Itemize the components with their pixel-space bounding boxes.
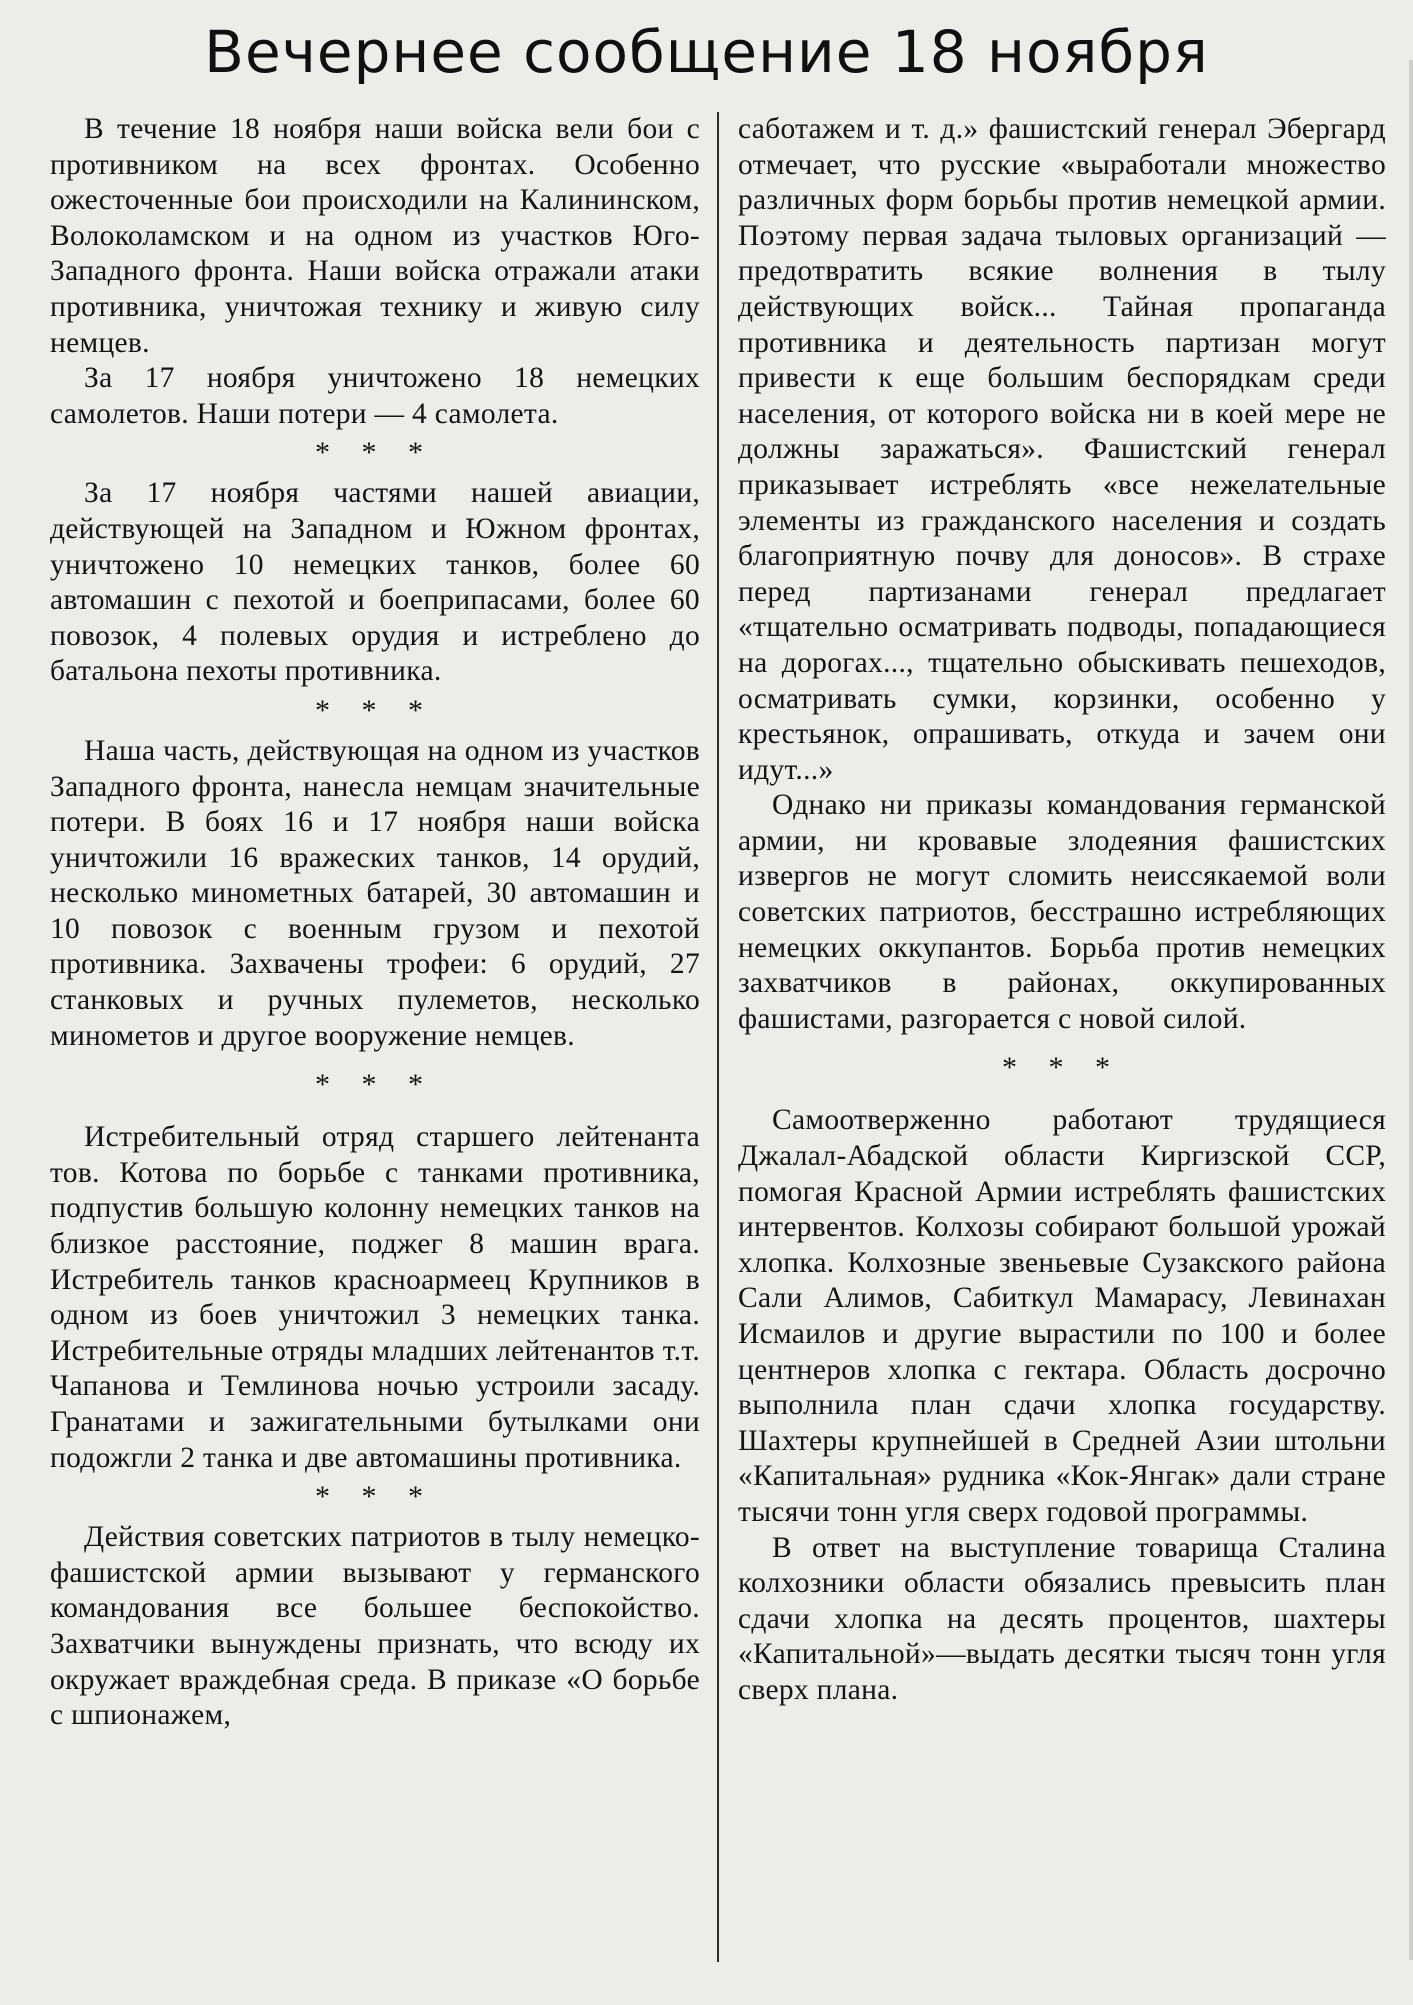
paragraph: В течение 18 ноября наши войска вели бои с противником на всех фронтах. Особенно ожесточенные бои происходили на Калининском, Волоколамском и на одном из участков Юго-Западного фронта. Наши войска отражали атаки противника, уничтожая технику и живую силу немцев. [50, 113, 700, 359]
paragraph: Самоотверженно работают трудящиеся Джалал-Абадской области Киргизской ССР, помогая Красной Армии истреблять фашистских интервентов. Колхозы собирают большой урожай хлопка. Колхозные звеньевые Сузакского района Сали Алимов, Сабиткул Мамарасу, Левинахан Исмаилов и другие вырастили по 100 и более центнеров хлопка с гектара. Область досрочно выполнила план сдачи хлопка государству. Шахтеры крупнейшей в Средней Азии штольни «Капитальная» рудника «Кок-Янгак» дали стране тысячи тонн угля сверх годовой программы. [738, 1104, 1386, 1528]
paragraph-continued: саботажем и т. д.» фашистский генерал Эбергард отмечает, что русские «выработали множество различных форм борьбы против немецкой армии. Поэтому первая задача тыловых организаций — предотвратить всякие волнения в тылу действующих войск... Тайная пропаганда противника и деятельность партизан могут привести к еще большим беспорядкам среди населения, от которого войска ни в коей мере не должны заражаться». Фашистский генерал приказывает истреблять «все нежелательные элементы из гражданского населения и создать благоприятную почву для доносов». В страхе перед партизанами генерал предлагает «тщательно осматривать подводы, попадающиеся на дорогах..., тщательно обыскивать пешеходов, осматривать сумки, корзинки, особенно у крестьянок, опрашивать, откуда и зачем они идут...» [738, 113, 1386, 786]
column-divider [717, 112, 719, 1962]
paragraph: Истребительный отряд старшего лейтенанта тов. Котова по борьбе с танками противника, подпустив большую колонну немецких танков на близкое расстояние, поджег 8 машин врага. Истребитель танков красноармеец Крупников в одном из боев уничтожил 3 немецких танка. Истребительные отряды младших лейтенантов т.т. Чапанова и Темлинова ночью устроили засаду. Гранатами и зажигательными бутылками они подожгли 2 танка и две автомашины противника. [50, 1121, 700, 1474]
paragraph: Наша часть, действующая на одном из участков Западного фронта, нанесла немцам значительные потери. В боях 16 и 17 ноября наши войска уничтожили 16 вражеских танков, 14 орудий, несколько минометных батарей, 30 автомашин и 10 повозок с военным грузом и пехотой противника. Захвачены трофеи: 6 орудий, 27 станковых и ручных пулеметов, несколько минометов и другое вооружение немцев. [50, 734, 700, 1052]
section-separator: * * * [315, 693, 435, 727]
paragraph: За 17 ноября уничтожено 18 немецких самолетов. Наши потери — 4 самолета. [50, 362, 700, 430]
paragraph: Однако ни приказы командования германской армии, ни кровавые злодеяния фашистских извергов не могут сломить неиссякаемой воли советских патриотов, бесстрашно истребляющих немецких оккупантов. Борьба против немецких захватчиков в районах, оккупированных фашистами, разгорается с новой силой. [738, 789, 1386, 1035]
section-separator: * * * [315, 436, 435, 470]
left-column [50, 112, 700, 1734]
paragraph: Действия советских патриотов в тылу немецко-фашистской армии вызывают у германского командования все большее беспокойство. Захватчики вынуждены признать, что всюду их окружает враждебная среда. В приказе «О борьбе с шпионажем, [50, 1521, 700, 1732]
paragraph: За 17 ноября частями нашей авиации, действующей на Западном и Южном фронтах, уничтожено 10 немецких танков, более 60 автомашин с пехотой и боеприпасами, более 60 повозок, 4 полевых орудия и истреблено до батальона пехоты противника. [50, 477, 700, 688]
page-edge [1409, 60, 1413, 1960]
paragraph: В ответ на выступление товарища Сталина колхозники области обязались превысить план сдачи хлопка на десять процентов, шахтеры «Капитальной»—выдать десятки тысяч тонн угля сверх плана. [738, 1531, 1386, 1706]
headline: Вечернее сообщение 18 ноября [204, 18, 1209, 86]
section-separator: * * * [1002, 1051, 1122, 1085]
right-column [738, 112, 1386, 1709]
section-separator: * * * [315, 1480, 435, 1514]
section-separator: * * * [315, 1068, 435, 1102]
